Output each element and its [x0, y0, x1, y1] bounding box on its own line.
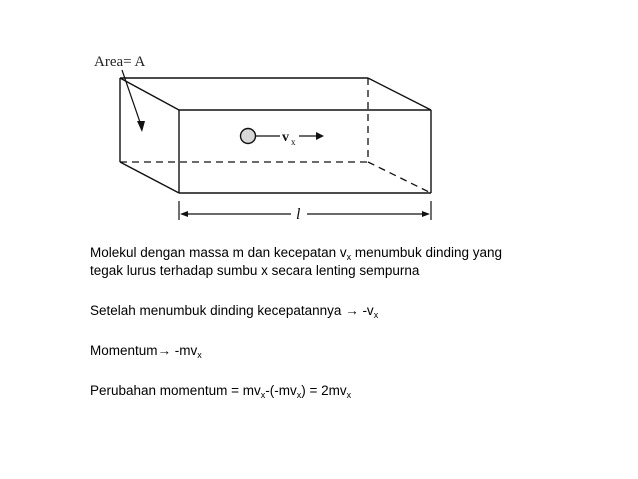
collision-description: Molekul dengan massa m dan kecepatan $v_x$ menumbuk dinding yang	[90, 245, 503, 262]
velocity-subscript: x	[291, 137, 296, 147]
molecule	[241, 129, 256, 144]
dimension-arrow-right	[422, 211, 430, 217]
box-edge	[368, 78, 431, 110]
collision-description-line2: tegak lurus terhadap sumbu x secara lenting sempurna	[90, 263, 420, 278]
momentum-change-line: Perubahan momentum = $mv_x-(-mv_x) = 2mv_x$	[90, 383, 352, 400]
arrow-icon: →	[345, 303, 359, 318]
velocity-after-collision: Setelah menumbuk dinding kecepatannya → $-v_x$	[90, 303, 379, 320]
dimension-arrow-left	[180, 211, 188, 217]
box-edge	[120, 78, 179, 110]
velocity-arrow-head	[316, 132, 324, 140]
area-arrow-head	[137, 121, 145, 132]
arrow-icon: →	[157, 343, 172, 358]
momentum-line: Momentum→ $-mv_x$	[90, 343, 202, 360]
area-label: Area= A	[94, 54, 146, 70]
velocity-label: v	[282, 130, 289, 145]
explanation-text	[90, 244, 610, 400]
box-edge	[120, 162, 179, 193]
length-label: l	[296, 206, 301, 223]
hidden-edge	[368, 162, 431, 193]
